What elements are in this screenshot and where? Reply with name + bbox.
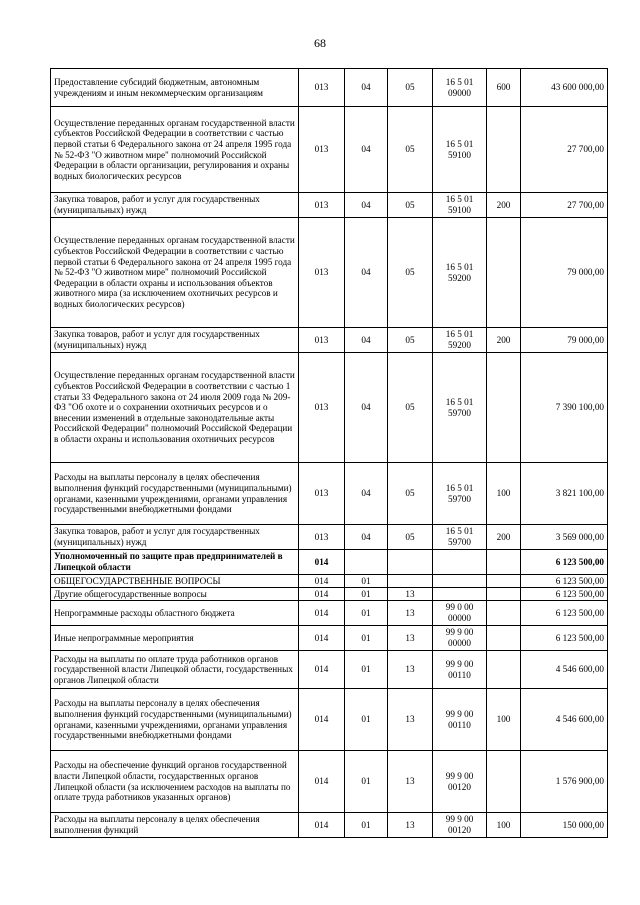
target-article-line: 99 9 00: [445, 708, 474, 719]
amount-cell: 1 576 900,00: [521, 751, 608, 813]
section-code-cell: 01: [345, 751, 388, 813]
expense-name-cell: Расходы на выплаты персоналу в целях обеспечения выполнения функций: [51, 813, 299, 838]
expense-type-cell: [487, 550, 521, 575]
target-article-line: 59700: [448, 537, 471, 547]
amount-cell: 27 700,00: [521, 193, 608, 218]
amount-cell: 6 123 500,00: [521, 575, 608, 588]
amount-cell: 4 546 600,00: [521, 689, 608, 751]
subsection-code-cell: 05: [388, 328, 433, 353]
target-article-line: 16 5 01: [445, 138, 474, 149]
target-article-cell: [433, 588, 487, 601]
expense-type-cell: [487, 107, 521, 193]
table-row: [51, 550, 608, 575]
target-article-line: 16 5 01: [445, 261, 474, 272]
expense-name-cell: Закупка товаров, работ и услуг для государственных (муниципальных) нужд: [51, 328, 299, 353]
ministry-code-cell: 013: [299, 328, 345, 353]
section-code-cell: 04: [345, 463, 388, 525]
ministry-code-cell: 014: [299, 813, 345, 838]
target-article-line: 59100: [448, 149, 471, 160]
target-article-line: 59200: [448, 272, 471, 283]
target-article-line: 99 9 00: [445, 658, 474, 669]
table-row: [51, 525, 608, 550]
section-code-cell: 04: [345, 69, 388, 107]
target-article-cell: [433, 218, 487, 328]
target-article-line: 16 5 01: [445, 76, 474, 87]
ministry-code-cell: 014: [299, 588, 345, 601]
target-article-line: 99 9 00: [445, 814, 474, 825]
amount-cell: 43 600 000,00: [521, 69, 608, 107]
expense-name-cell: Уполномоченный по защите прав предпринимателей в Липецкой области: [51, 550, 299, 575]
ministry-code-cell: 013: [299, 69, 345, 107]
target-article-cell: [433, 353, 487, 463]
section-code-cell: 04: [345, 525, 388, 550]
target-article-line: 16 5 01: [445, 329, 474, 340]
section-code-cell: 04: [345, 353, 388, 463]
expense-type-cell: 600: [487, 69, 521, 107]
target-article-cell: [433, 689, 487, 751]
expense-type-cell: 100: [487, 463, 521, 525]
ministry-code-cell: 013: [299, 463, 345, 525]
expense-type-cell: [487, 218, 521, 328]
ministry-code-cell: 013: [299, 353, 345, 463]
expense-name-cell: Предоставление субсидий бюджетным, автономным учреждениям и иным некоммерческим организациям: [51, 69, 299, 107]
target-article-cell: [433, 69, 487, 107]
amount-cell: 6 123 500,00: [521, 550, 608, 575]
section-code-cell: 04: [345, 328, 388, 353]
subsection-code-cell: 05: [388, 353, 433, 463]
target-article-line: 16 5 01: [445, 526, 474, 537]
expense-name-cell: Расходы на выплаты по оплате труда работников органов государственной власти Липецкой области, государственных органов Липецкой области: [51, 651, 299, 689]
ministry-code-cell: 013: [299, 218, 345, 328]
ministry-code-cell: 013: [299, 525, 345, 550]
ministry-code-cell: 014: [299, 550, 345, 575]
budget-table-body: [51, 69, 608, 838]
expense-name-cell: Другие общегосударственные вопросы: [51, 588, 299, 601]
target-article-line: 00120: [448, 825, 471, 835]
expense-type-cell: 100: [487, 689, 521, 751]
expense-type-cell: [487, 588, 521, 601]
amount-cell: 6 123 500,00: [521, 601, 608, 626]
target-article-cell: [433, 193, 487, 218]
expense-name-cell: ОБЩЕГОСУДАРСТВЕННЫЕ ВОПРОСЫ: [51, 575, 299, 588]
subsection-code-cell: 05: [388, 525, 433, 550]
subsection-code-cell: 05: [388, 107, 433, 193]
subsection-code-cell: 13: [388, 651, 433, 689]
target-article-cell: [433, 328, 487, 353]
target-article-line: 00000: [448, 613, 471, 623]
target-article-line: 59700: [448, 407, 471, 418]
amount-cell: 6 123 500,00: [521, 626, 608, 651]
subsection-code-cell: 13: [388, 626, 433, 651]
expense-type-cell: [487, 353, 521, 463]
target-article-line: 59700: [448, 493, 471, 504]
ministry-code-cell: 013: [299, 107, 345, 193]
amount-cell: 6 123 500,00: [521, 588, 608, 601]
ministry-code-cell: 014: [299, 575, 345, 588]
table-row: [51, 751, 608, 813]
target-article-cell: [433, 107, 487, 193]
target-article-line: 00110: [448, 669, 471, 680]
subsection-code-cell: 13: [388, 588, 433, 601]
amount-cell: 3 569 000,00: [521, 525, 608, 550]
target-article-line: 16 5 01: [445, 194, 474, 205]
target-article-line: 00110: [448, 719, 471, 730]
subsection-code-cell: 13: [388, 813, 433, 838]
subsection-code-cell: 13: [388, 601, 433, 626]
subsection-code-cell: 05: [388, 463, 433, 525]
table-row: [51, 69, 608, 107]
target-article-line: 16 5 01: [445, 482, 474, 493]
subsection-code-cell: 13: [388, 751, 433, 813]
amount-cell: 79 000,00: [521, 328, 608, 353]
subsection-code-cell: 05: [388, 193, 433, 218]
target-article-line: 09000: [448, 87, 471, 98]
target-article-cell: [433, 463, 487, 525]
ministry-code-cell: 014: [299, 601, 345, 626]
table-row: [51, 601, 608, 626]
section-code-cell: 01: [345, 575, 388, 588]
section-code-cell: 01: [345, 651, 388, 689]
target-article-line: 99 9 00: [445, 770, 474, 781]
section-code-cell: 01: [345, 626, 388, 651]
ministry-code-cell: 014: [299, 651, 345, 689]
expense-type-cell: [487, 601, 521, 626]
ministry-code-cell: 014: [299, 751, 345, 813]
expense-name-cell: Осуществление переданных органам государственной власти субъектов Российской Федерации в соответствии с частью 1 статьи 33 Федерального закона от 24 июля 2009 года № 209-ФЗ "Об охоте и о сохранении охотничьих ресурсов и о внесении изменений в отдельные законодательные акты Российской Федерации" полномочий Российской Федерации в области охраны и использования охотничьих ресурсов: [51, 353, 299, 463]
expense-type-cell: [487, 575, 521, 588]
target-article-line: 59200: [448, 340, 471, 350]
amount-cell: 27 700,00: [521, 107, 608, 193]
target-article-cell: [433, 813, 487, 838]
target-article-line: 99 9 00: [445, 627, 474, 638]
target-article-line: 00000: [448, 638, 471, 648]
table-row: [51, 218, 608, 328]
subsection-code-cell: 13: [388, 689, 433, 751]
amount-cell: 79 000,00: [521, 218, 608, 328]
ministry-code-cell: 014: [299, 689, 345, 751]
expense-type-cell: 200: [487, 525, 521, 550]
section-code-cell: 01: [345, 689, 388, 751]
section-code-cell: 01: [345, 601, 388, 626]
section-code-cell: 01: [345, 813, 388, 838]
subsection-code-cell: [388, 575, 433, 588]
budget-table: [50, 68, 608, 838]
table-row: [51, 353, 608, 463]
section-code-cell: 04: [345, 218, 388, 328]
target-article-cell: [433, 575, 487, 588]
expense-name-cell: Осуществление переданных органам государственной власти субъектов Российской Федерации в соответствии с частью первой статьи 6 Федерального закона от 24 апреля 1995 года № 52-ФЗ "О животном мире" полномочий Российской Федерации в области охраны и использования объектов животного мира (за исключением охотничьих ресурсов и водных биологических ресурсов): [51, 218, 299, 328]
amount-cell: 3 821 100,00: [521, 463, 608, 525]
amount-cell: 150 000,00: [521, 813, 608, 838]
target-article-cell: [433, 651, 487, 689]
expense-name-cell: Иные непрограммные мероприятия: [51, 626, 299, 651]
expense-name-cell: Закупка товаров, работ и услуг для государственных (муниципальных) нужд: [51, 525, 299, 550]
expense-name-cell: Осуществление переданных органам государственной власти субъектов Российской Федерации в соответствии с частью первой статьи 6 Федерального закона от 24 апреля 1995 года № 52-ФЗ "О животном мире" полномочий Российской Федерации в области организации, регулирования и охраны водных биологических ресурсов: [51, 107, 299, 193]
expense-type-cell: 200: [487, 193, 521, 218]
ministry-code-cell: 014: [299, 626, 345, 651]
target-article-cell: [433, 525, 487, 550]
target-article-line: 99 0 00: [445, 602, 474, 613]
subsection-code-cell: [388, 550, 433, 575]
amount-cell: 7 390 100,00: [521, 353, 608, 463]
expense-type-cell: 200: [487, 328, 521, 353]
expense-name-cell: Непрограммные расходы областного бюджета: [51, 601, 299, 626]
target-article-line: 59100: [448, 205, 471, 215]
expense-name-cell: Расходы на выплаты персоналу в целях обеспечения выполнения функций государственными (муниципальными) органами, казенными учреждениями, органами управления государственными внебюджетными фондами: [51, 463, 299, 525]
expense-name-cell: Расходы на обеспечение функций органов государственной власти Липецкой области, государственных органов Липецкой области (за исключением расходов на выплаты по оплате труда работников указанных органов): [51, 751, 299, 813]
section-code-cell: 04: [345, 193, 388, 218]
section-code-cell: 04: [345, 107, 388, 193]
expense-name-cell: Расходы на выплаты персоналу в целях обеспечения выполнения функций государственными (муниципальными) органами, казенными учреждениями, органами управления государственными внебюджетными фондами: [51, 689, 299, 751]
section-code-cell: 01: [345, 588, 388, 601]
table-row: [51, 575, 608, 588]
table-row: [51, 193, 608, 218]
ministry-code-cell: 013: [299, 193, 345, 218]
table-row: [51, 463, 608, 525]
expense-type-cell: 100: [487, 813, 521, 838]
target-article-line: 16 5 01: [445, 396, 474, 407]
table-row: [51, 813, 608, 838]
expense-type-cell: [487, 651, 521, 689]
table-row: [51, 588, 608, 601]
table-row: [51, 689, 608, 751]
section-code-cell: [345, 550, 388, 575]
expense-name-cell: Закупка товаров, работ и услуг для государственных (муниципальных) нужд: [51, 193, 299, 218]
table-row: [51, 107, 608, 193]
subsection-code-cell: 05: [388, 218, 433, 328]
target-article-cell: [433, 626, 487, 651]
expense-type-cell: [487, 626, 521, 651]
table-row: [51, 651, 608, 689]
subsection-code-cell: 05: [388, 69, 433, 107]
amount-cell: 4 546 600,00: [521, 651, 608, 689]
table-row: [51, 328, 608, 353]
target-article-cell: [433, 751, 487, 813]
page-number: 68: [314, 36, 326, 50]
target-article-line: 00120: [448, 781, 471, 792]
target-article-cell: [433, 601, 487, 626]
target-article-cell: [433, 550, 487, 575]
expense-type-cell: [487, 751, 521, 813]
table-row: [51, 626, 608, 651]
